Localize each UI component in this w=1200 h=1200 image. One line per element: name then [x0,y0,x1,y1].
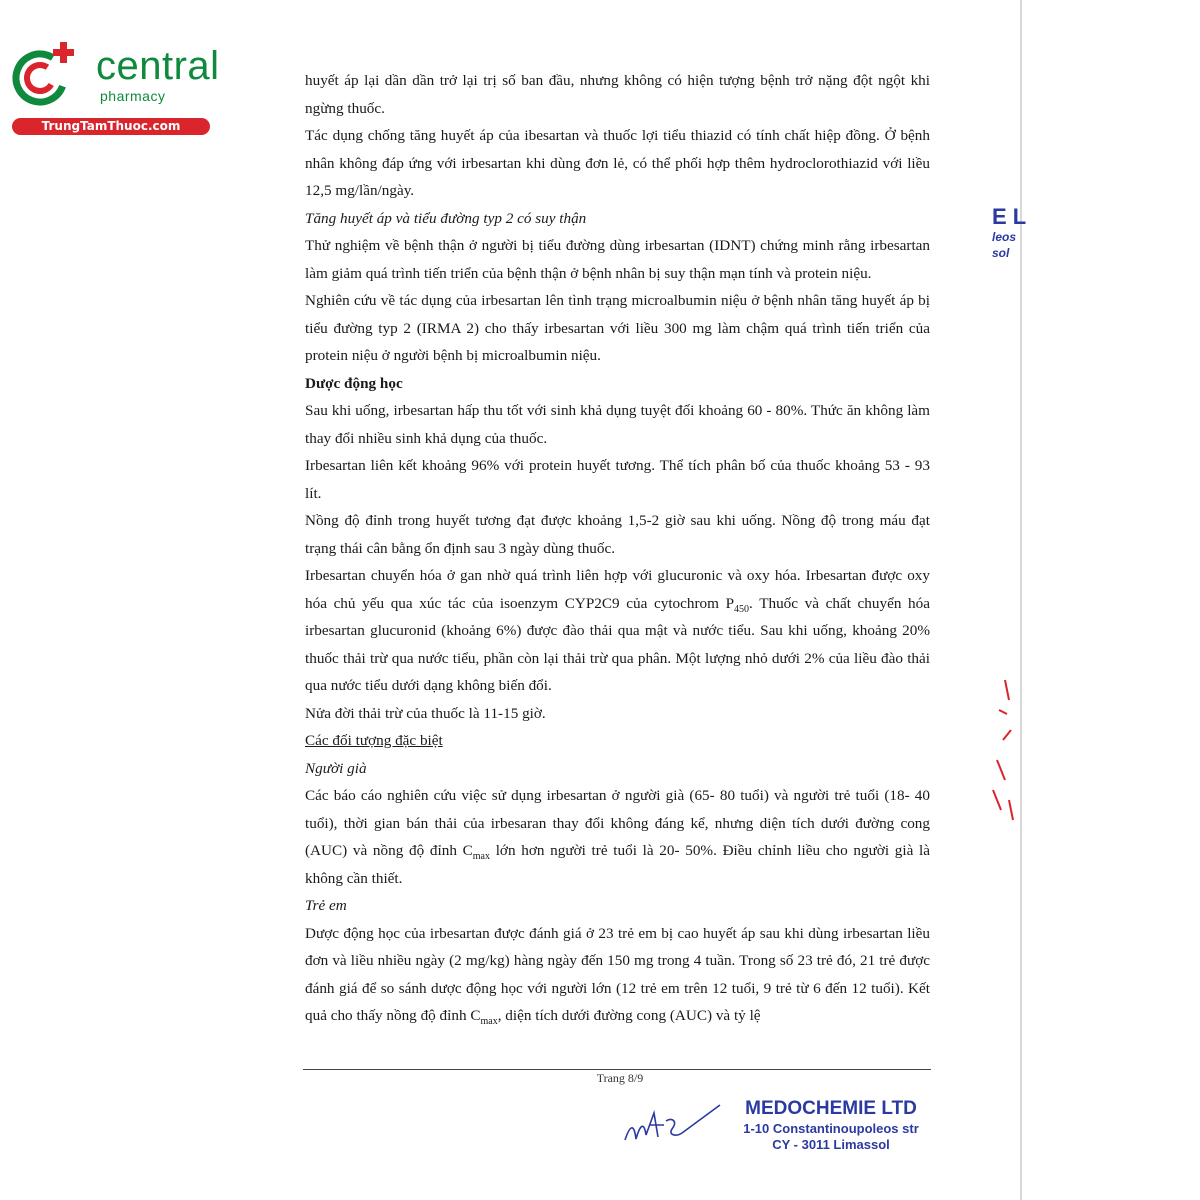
stamp-city: CY - 3011 Limassol [772,1137,890,1152]
page-number: Trang 8/9 [596,1071,644,1085]
text-run: Các báo cáo nghiên cứu việc sử dụng irbesartan ở người già (65- 80 tuổi) và người trẻ tuổi (18- 40 tuổi), thời gian bán thải của irbesaran thay đổi không đáng kể, nhưng diện tích dưới đường cong (AUC) và nồng độ đỉnh C [305,787,930,859]
paragraph: Irbesartan liên kết khoảng 96% với protein huyết tương. Thể tích phân bố của thuốc khoảng 53 - 93 lít. [305,457,930,502]
text-run: lớn hơn người trẻ tuổi là 20- 50%. Điều chỉnh liều cho người già là không cần thiết. [305,842,930,887]
text-run: . Thuốc và chất chuyển hóa irbesartan glucuronid (khoảng 6%) được đào thải qua mật và nước tiểu. Sau khi uống, khoảng 20% thuốc thải trừ qua nước tiểu, phần còn lại thải trừ qua phân. Một lượng nhỏ dưới 2% của liều đào thải qua nước tiểu dưới dạng không biến đổi. [305,594,930,694]
text-run: Irbesartan chuyển hóa ở gan nhờ quá trình liên hợp với glucuronic và oxy hóa. Irbesartan được oxy hóa chủ yếu qua xúc tác của isoenzym CYP2C9 của cytochrom P [305,567,930,612]
red-stamp-marks [985,670,1025,830]
signature-icon [620,1095,730,1155]
document-body [305,67,930,1030]
subscript: 450 [734,603,750,615]
company-stamp [742,1097,920,1153]
footer-rule [303,1069,931,1070]
subheading: Người già [305,759,367,777]
subheading-underlined: Các đối tượng đặc biệt [305,732,443,749]
edge-stamp-line: sol [992,246,1010,260]
edge-stamp-fragment [992,205,1026,261]
paragraph: Thử nghiệm về bệnh thận ở người bị tiểu đường dùng irbesartan (IDNT) chứng minh rằng irbesartan làm giảm quá trình tiến triển của bệnh thận ở bệnh nhân bị suy thận mạn tính và protein niệu. [305,237,930,282]
subscript: max [472,851,490,863]
subscript: max [480,1016,498,1028]
text-run: Dược động học của irbesartan được đánh giá ở 23 trẻ em bị cao huyết áp sau khi dùng irbesartan liều đơn và liều nhiều ngày (2 mg/kg) hàng ngày đến 150 mg trong 4 tuần. Trong số 23 trẻ đó, 21 trẻ được đánh giá để so sánh dược động học với người lớn (12 trẻ em trên 12 tuổi, 9 trẻ từ 6 đến 12 tuổi). Kết quả cho thấy nồng độ đỉnh C [305,924,930,1024]
subheading: Trẻ em [305,897,347,914]
paragraph: huyết áp lại dần dần trở lại trị số ban đầu, nhưng không có hiện tượng bệnh trở nặng đột ngột khi ngừng thuốc. [305,72,930,117]
scan-edge [1020,0,1022,1200]
edge-stamp-line: leos [992,230,1017,244]
logo-website[interactable]: TrungTamThuoc.com [12,118,210,135]
stamp-address: 1-10 Constantinoupoleos str [743,1121,919,1136]
paragraph: Nghiên cứu về tác dụng của irbesartan lên tình trạng microalbumin niệu ở bệnh nhân tăng huyết áp bị tiểu đường typ 2 (IRMA 2) cho thấy irbesartan với liều 300 mg làm chậm quá trình tiến triển của protein niệu ở người bệnh bị microalbumin niệu. [305,292,930,364]
stamp-company: MEDOCHEMIE LTD [745,1098,917,1119]
paragraph [305,562,930,700]
paragraph [305,782,930,892]
subheading: Tăng huyết áp và tiểu đường typ 2 có suy thận [305,209,587,227]
paragraph [305,920,930,1030]
paragraph: Nồng độ đỉnh trong huyết tương đạt được khoảng 1,5-2 giờ sau khi uống. Nồng độ trong máu đạt trạng thái cân bằng ổn định sau 3 ngày dùng thuốc. [305,512,930,557]
edge-stamp-line: E L [992,204,1027,229]
paragraph: Nửa đời thải trừ của thuốc là 11-15 giờ. [305,704,546,722]
paragraph: Sau khi uống, irbesartan hấp thu tốt với sinh khả dụng tuyệt đối khoảng 60 - 80%. Thức ăn không làm thay đổi nhiều sinh khả dụng của thuốc. [305,402,930,447]
pharmacy-cross-icon [10,40,82,112]
text-run: , diện tích dưới đường cong (AUC) và tỷ lệ [497,1007,761,1024]
paragraph: Tác dụng chống tăng huyết áp của ibesartan và thuốc lợi tiểu thiazid có tính chất hiệp đồng. Ở bệnh nhân không đáp ứng với irbesartan khi dùng đơn lẻ, có thể phối hợp thêm hydroclorothiazid với liều 12,5 mg/lần/ngày. [305,127,930,199]
section-heading: Dược động học [305,374,403,392]
logo-name: central [96,44,220,88]
central-pharmacy-logo[interactable] [10,38,220,138]
logo-subtitle: pharmacy [100,88,166,104]
